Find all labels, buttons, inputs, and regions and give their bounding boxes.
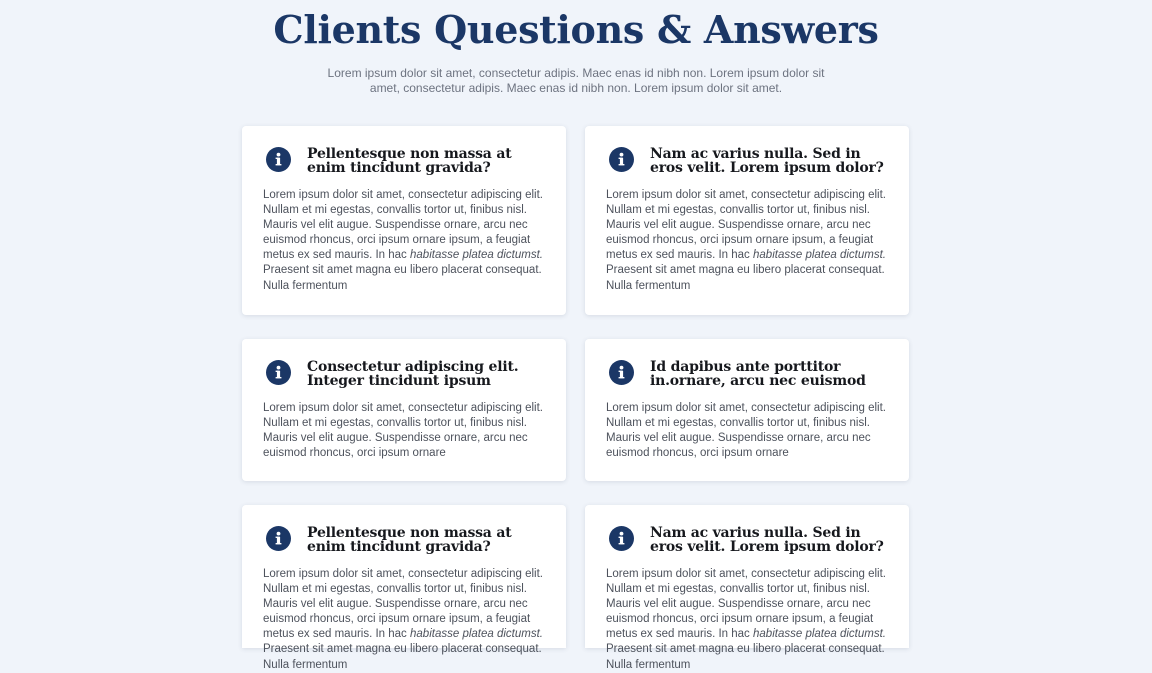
faq-answer	[606, 567, 892, 673]
faq-answer	[263, 401, 549, 461]
answer-emphasis: habitasse platea dictumst.	[410, 249, 543, 262]
faq-answer	[263, 567, 549, 673]
info-icon	[266, 526, 291, 551]
faq-card	[585, 126, 909, 315]
page-subtitle: Lorem ipsum dolor sit amet, consectetur adipis. Maec enas id nibh non. Lorem ipsum dolor sit amet, consectetur adipis. Maec enas id nibh non. Lorem ipsum dolor sit amet.	[327, 66, 825, 95]
answer-emphasis: habitasse platea dictumst.	[753, 628, 886, 641]
answer-text: Lorem ipsum dolor sit amet, consectetur adipiscing elit. Nullam et mi egestas, convallis tortor ut, finibus nisl. Mauris vel elit augue. Suspendisse ornare, arcu nec euismod rhoncus, orci ipsum ornare	[606, 402, 886, 460]
faq-card	[585, 505, 909, 671]
faq-question: Nam ac varius nulla. Sed in eros velit. Lorem ipsum dolor?	[650, 525, 884, 555]
answer-emphasis: habitasse platea dictumst.	[753, 249, 886, 262]
info-icon	[609, 147, 634, 172]
faq-card	[242, 126, 566, 315]
answer-text: Lorem ipsum dolor sit amet, consectetur adipiscing elit. Nullam et mi egestas, convallis tortor ut, finibus nisl. Mauris vel elit augue. Suspendisse ornare, arcu nec euismod rhoncus, orci ipsum ornare ipsum, a feugiat metus ex sed mauris. In hac	[606, 189, 886, 262]
faq-question: Id dapibus ante porttitor in.ornare, arcu nec euismod	[650, 359, 866, 389]
answer-text: Lorem ipsum dolor sit amet, consectetur adipiscing elit. Nullam et mi egestas, convallis tortor ut, finibus nisl. Mauris vel elit augue. Suspendisse ornare, arcu nec euismod rhoncus, orci ipsum ornare ipsum, a feugiat metus ex sed mauris. In hac	[263, 568, 543, 641]
faq-answer	[263, 188, 549, 294]
info-icon	[609, 526, 634, 551]
page-title: Clients Questions & Answers	[273, 7, 879, 52]
answer-text: Lorem ipsum dolor sit amet, consectetur adipiscing elit. Nullam et mi egestas, convallis tortor ut, finibus nisl. Mauris vel elit augue. Suspendisse ornare, arcu nec euismod rhoncus, orci ipsum ornare ipsum, a feugiat metus ex sed mauris. In hac	[606, 568, 886, 641]
info-icon	[266, 360, 291, 385]
faq-question: Pellentesque non massa at enim tincidunt gravida?	[307, 525, 512, 555]
faq-card	[242, 505, 566, 671]
answer-text-end: Praesent sit amet magna eu libero placerat consequat. Nulla fermentum	[263, 264, 542, 292]
answer-text-end: Praesent sit amet magna eu libero placerat consequat. Nulla fermentum	[606, 264, 885, 292]
answer-text-end: Praesent sit amet magna eu libero placerat consequat. Nulla fermentum	[606, 643, 885, 671]
faq-question: Consectetur adipiscing elit. Integer tincidunt ipsum	[307, 359, 519, 389]
info-icon	[266, 147, 291, 172]
faq-answer	[606, 401, 892, 461]
answer-emphasis: habitasse platea dictumst.	[410, 628, 543, 641]
faq-question: Pellentesque non massa at enim tincidunt gravida?	[307, 146, 512, 176]
faq-answer	[606, 188, 892, 294]
faq-card	[242, 339, 566, 481]
answer-text: Lorem ipsum dolor sit amet, consectetur adipiscing elit. Nullam et mi egestas, convallis tortor ut, finibus nisl. Mauris vel elit augue. Suspendisse ornare, arcu nec euismod rhoncus, orci ipsum ornare	[263, 402, 543, 460]
faq-question: Nam ac varius nulla. Sed in eros velit. Lorem ipsum dolor?	[650, 146, 884, 176]
answer-text: Lorem ipsum dolor sit amet, consectetur adipiscing elit. Nullam et mi egestas, convallis tortor ut, finibus nisl. Mauris vel elit augue. Suspendisse ornare, arcu nec euismod rhoncus, orci ipsum ornare ipsum, a feugiat metus ex sed mauris. In hac	[263, 189, 543, 262]
info-icon	[609, 360, 634, 385]
answer-text-end: Praesent sit amet magna eu libero placerat consequat. Nulla fermentum	[263, 643, 542, 671]
faq-card	[585, 339, 909, 481]
